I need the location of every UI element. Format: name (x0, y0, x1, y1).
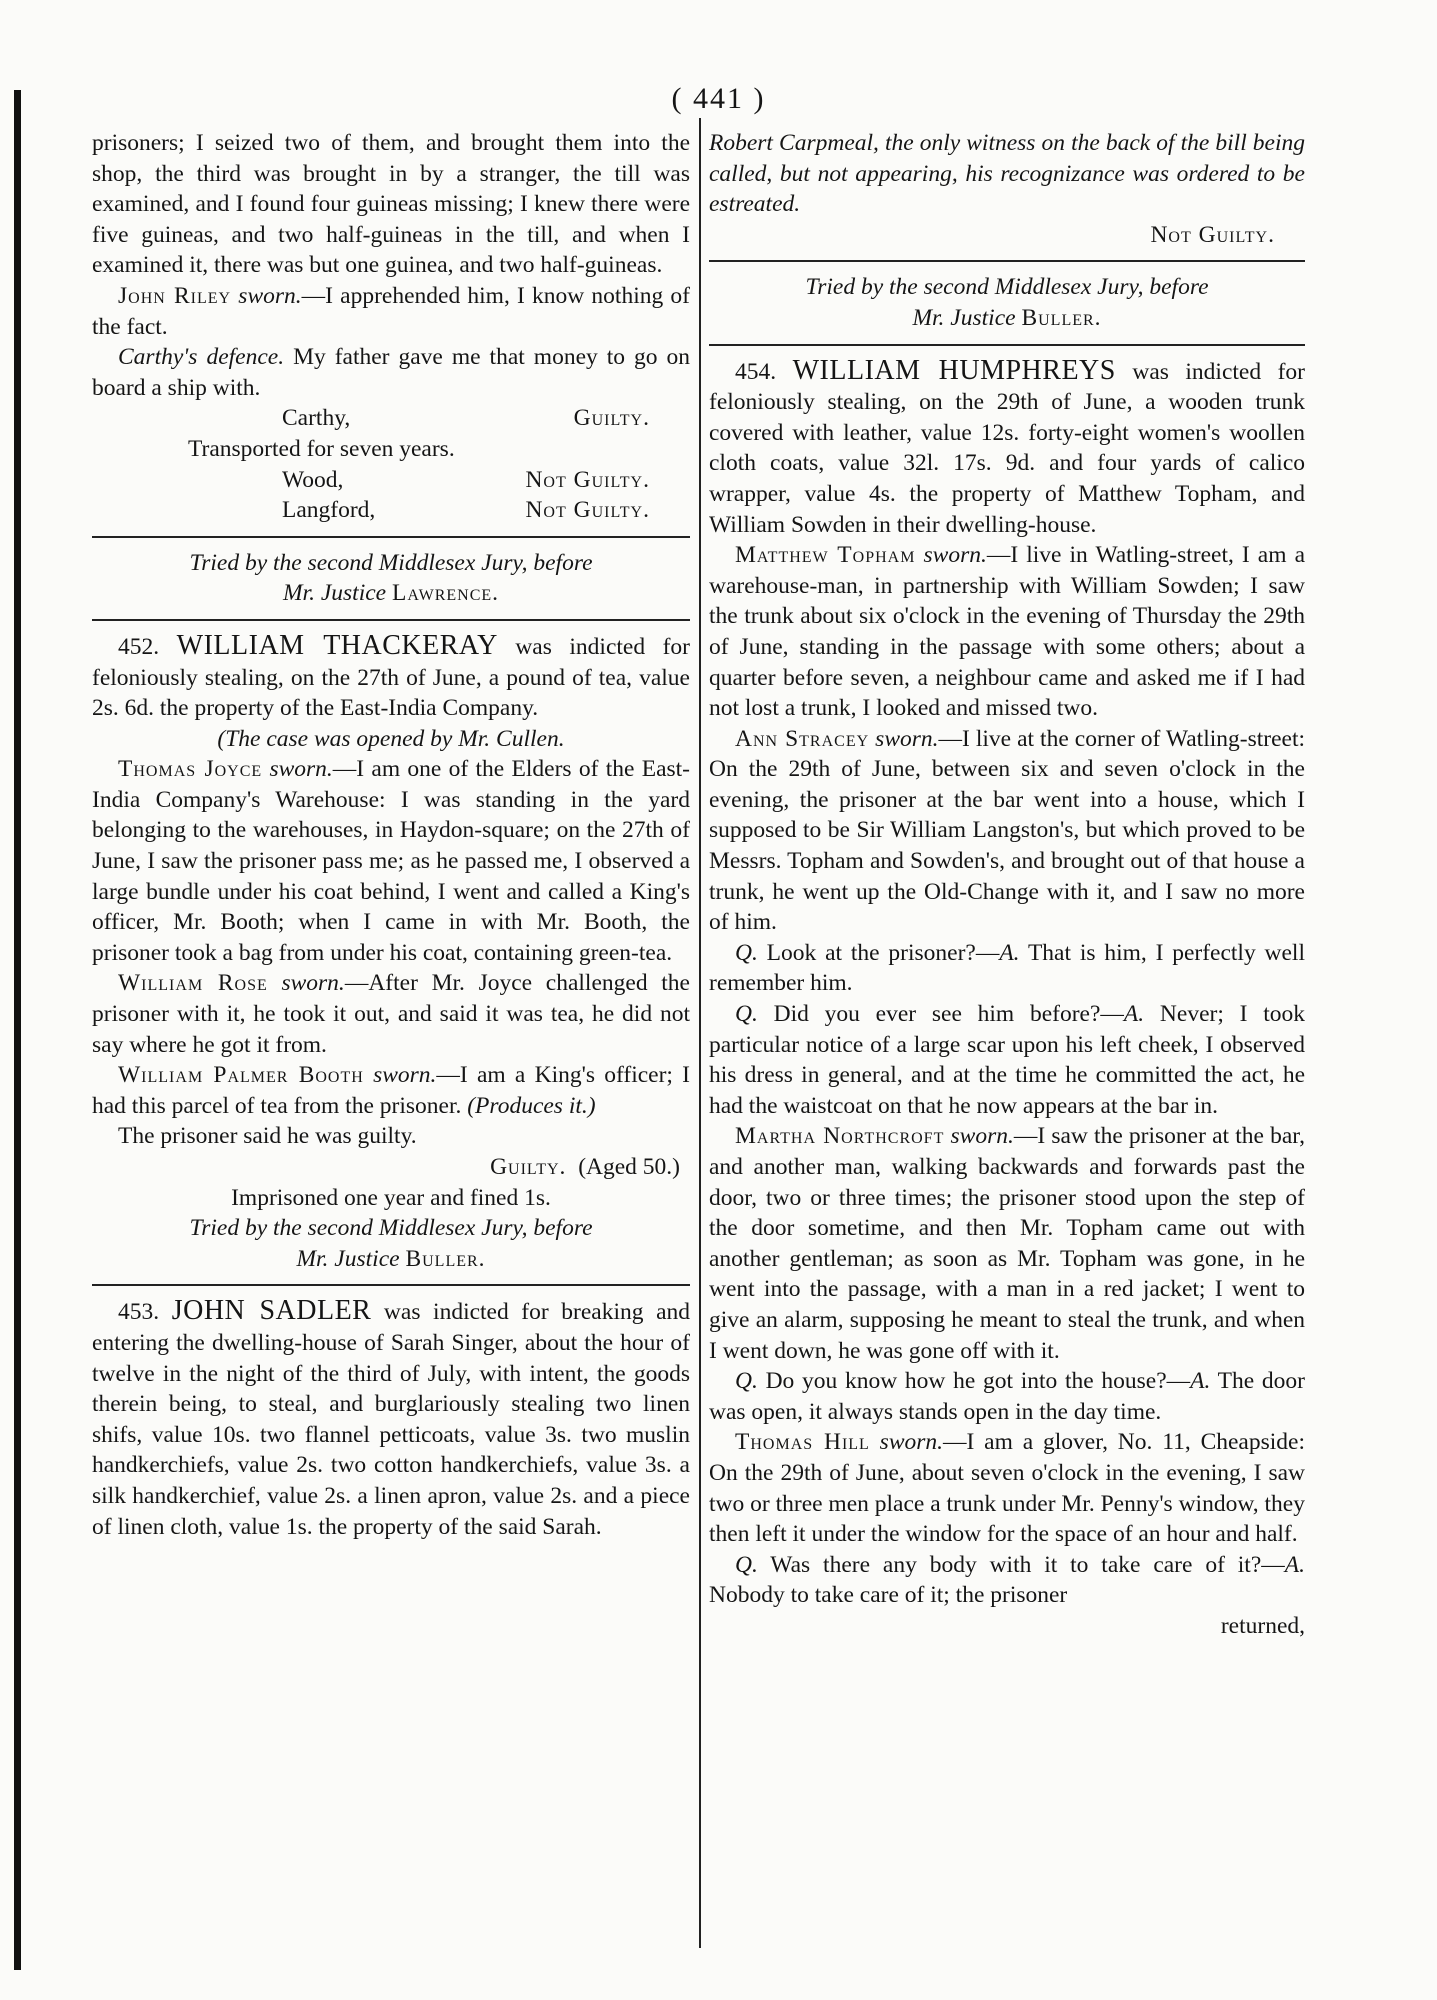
testimony-booth (92, 1060, 690, 1121)
testimony-text: —I live at the corner of Watling-street: On the 29th of June, between six and seven o'clock in the evening, the prisoner at the bar went into a house, which I supposed to be Sir William Langston's, but which proved to be Messrs. Topham and Sowden's, and brought out of that house a trunk, he went up the Old-Change with it, and I saw no more of him. (709, 725, 1305, 936)
sworn-label: sworn. (373, 1062, 437, 1089)
sworn-label: sworn. (923, 542, 987, 569)
tried-by: Tried by the second Middlesex Jury, before (189, 1215, 593, 1242)
question-answer (709, 938, 1305, 999)
sworn-label: sworn. (950, 1123, 1014, 1150)
judge-name: Lawrence. (391, 580, 500, 607)
witness-name: Thomas Joyce (118, 756, 263, 783)
answer-text: Never; I took particular notice of a large scar upon his left cheek, I observed his dress in general, and at the time he committed the act, he had the waistcoat on that he now appears at the bar in. (709, 1001, 1305, 1119)
witness-name: Thomas Hill (735, 1429, 870, 1456)
sworn-label: sworn. (879, 1429, 944, 1456)
binding-edge (14, 90, 21, 1970)
case-453 (92, 1296, 690, 1542)
defendant-heading: JOHN SADLER (171, 1295, 372, 1327)
case-number: 452. (118, 633, 177, 660)
testimony-text: —After Mr. Joyce challenged the prisoner with it, he took it out, and said it was tea, he did not say where he got it from. (92, 970, 690, 1058)
case-number: 454. (735, 358, 793, 385)
defendant-name: Carthy, (282, 405, 351, 432)
age-note: (Aged 50.) (578, 1154, 680, 1180)
witness-name: William Palmer Booth (118, 1062, 364, 1089)
testimony-text: —I apprehended him, I know nothing of the fact. (92, 282, 690, 340)
question-marker: Q. (735, 1551, 758, 1578)
indictment-text: was indicted for feloniously stealing, on the 27th of June, a pound of tea, value 2s. 6d. the property of the East-India Company. (92, 633, 690, 722)
verdict: Guilty. (490, 1154, 567, 1180)
sworn-label: sworn. (238, 282, 302, 309)
tried-by-judge (92, 1244, 690, 1275)
right-column (709, 128, 1305, 1642)
testimony-stracey (709, 724, 1305, 938)
witness-name: Matthew Topham (735, 542, 916, 569)
witness-name: Martha Northcroft (735, 1123, 945, 1150)
testimony-text: —I am a glover, No. 11, Cheapside: On the 29th of June, about seven o'clock in the evening, I saw two or three men place a trunk under Mr. Penny's window, they then left it under the window for the space of an hour and half. (709, 1429, 1305, 1548)
judge-title: Mr. Justice (296, 1245, 406, 1272)
question-marker: Q. (735, 939, 758, 966)
answer-text: Nobody to take care of it; the prisoner (709, 1582, 1068, 1609)
catchword: returned, (1220, 1612, 1305, 1639)
case-opened-note: (The case was opened by Mr. Cullen. (217, 725, 565, 752)
sworn-label: sworn. (875, 725, 939, 752)
section-rule (92, 619, 690, 621)
answer-text: The door was open, it always stands open in the day time. (709, 1368, 1305, 1425)
tried-by: Tried by the second Middlesex Jury, before (805, 274, 1209, 301)
verdict-row (92, 403, 690, 434)
witness-name: John Riley (118, 282, 232, 309)
tried-by-judge (92, 578, 690, 609)
testimony-rose (92, 968, 690, 1060)
indictment-text: was indicted for breaking and entering the dwelling-house of Sarah Singer, about the hour of twelve in the night of the third of July, with intent, the goods therein being, to steal, and burglariously stealing two linen shifs, value 10s. two flannel petticoats, value 3s. two muslin handkerchiefs, value 2s. two cotton handkerchiefs, value 3s. a silk handkerchief, value 2s. a linen apron, value 2s. and a piece of linen cloth, value 1s. the property of the said Sarah. (92, 1299, 690, 1540)
question-marker: Q. (735, 1368, 758, 1395)
verdict: Not Guilty. (1150, 221, 1275, 248)
answer-text: That is him, I perfectly well remember him. (709, 939, 1305, 997)
guilty-statement: The prisoner said he was guilty. (118, 1123, 417, 1150)
question-answer (709, 999, 1305, 1121)
judge-title: Mr. Justice (282, 580, 392, 607)
answer-marker: A. (1190, 1368, 1211, 1395)
verdict: Not Guilty. (525, 466, 650, 493)
left-column (92, 128, 690, 1542)
case-452 (92, 631, 690, 724)
column-divider (699, 118, 701, 1948)
section-rule (709, 344, 1305, 346)
question-text: Was there any body with it to take care of it?— (757, 1551, 1285, 1578)
tried-by-judge (709, 303, 1305, 334)
verdict: Not Guilty. (525, 497, 650, 524)
indictment-text: was indicted for feloniously stealing, on the 29th of June, a wooden trunk covered with leather, value 12s. forty-eight women's woollen cloth coats, value 32l. 17s. 9d. and four yards of calico wrapper, value 4s. the property of Matthew Topham, and William Sowden in their dwelling-house. (709, 358, 1305, 538)
judge-name: Buller. (405, 1245, 486, 1272)
question-answer (709, 1366, 1305, 1427)
verdict-row (92, 465, 690, 496)
testimony-riley (92, 281, 690, 342)
defendant-name: Langford, (282, 497, 376, 524)
question-answer (709, 1550, 1305, 1611)
answer-marker: A. (999, 939, 1020, 966)
section-rule (709, 260, 1305, 262)
testimony-text: —I am one of the Elders of the East-India Company's Warehouse: I was standing in the yard belonging to the warehouses, in Haydon-square; on the 27th of June, I saw the prisoner pass me; as he passed me, I observed a large bundle under his coat behind, I went and called a King's officer, Mr. Booth; when I came in with Mr. Booth, the prisoner took a bag from under his coat, containing green-tea. (92, 756, 690, 966)
verdict: Guilty. (573, 405, 650, 432)
question-text: Do you know how he got into the house?— (757, 1368, 1191, 1395)
testimony-joyce (92, 754, 690, 968)
answer-marker: A. (1284, 1551, 1305, 1578)
defendant-heading: WILLIAM THACKERAY (176, 629, 498, 661)
case-454 (709, 356, 1305, 541)
testimony-text: —I live in Watling-street, I am a warehouse-man, in partnership with William Sowden; I saw the trunk about six o'clock in the evening of Thursday the 29th of June, standing in the passage with some others; about a quarter before seven, a neighbour came and asked me if I had not lost a trunk, I looked and missed two. (709, 542, 1305, 722)
testimony-hill (709, 1427, 1305, 1549)
section-rule (92, 536, 690, 538)
judge-name: Buller. (1021, 304, 1102, 331)
question-text: Look at the prisoner?— (757, 939, 1000, 966)
defence-label: Carthy's defence. (118, 344, 285, 371)
page-number: ( 441 ) (671, 82, 766, 115)
recognizance-note: Robert Carpmeal, the only witness on the back of the bill being called, but not appearing, his recognizance was ordered to be estreated. (709, 130, 1305, 218)
sworn-label: sworn. (281, 970, 345, 997)
testimony-text: —I am a King's officer; I had this parcel of tea from the prisoner. (92, 1062, 690, 1119)
sentence: Transported for seven years. (188, 435, 455, 462)
defence-text: My father gave me that money to go on board a ship with. (92, 344, 691, 401)
question-marker: Q. (735, 1001, 758, 1028)
judge-title: Mr. Justice (912, 304, 1022, 331)
defendant-heading: WILLIAM HUMPHREYS (792, 354, 1116, 386)
produces-note: (Produces it.) (461, 1092, 596, 1119)
witness-name: Ann Stracey (735, 725, 870, 752)
tried-by: Tried by the second Middlesex Jury, before (189, 549, 593, 576)
paragraph: prisoners; I seized two of them, and brought them into the shop, the third was brought in by a stranger, the till was examined, and I found four guineas missing; I knew there were five guineas, and two half-guineas in the till, and when I examined it, there was but one guinea, and two half-guineas. (92, 130, 690, 279)
defence (92, 342, 690, 403)
question-text: Did you ever see him before?— (757, 1001, 1124, 1028)
testimony-text: —I saw the prisoner at the bar, and another man, walking backwards and forwards past the door, two or three times; the prisoner stood upon the step of the door sometime, and then Mr. Topham came out with another gentleman; as soon as Mr. Topham was gone, in he went into the passage, with a man in a red jacket; I went to give an alarm, supposing he meant to steal the trunk, and when I went down, he was gone off with it. (709, 1123, 1306, 1364)
verdict-452 (92, 1152, 690, 1183)
answer-marker: A. (1123, 1001, 1145, 1028)
case-number: 453. (118, 1299, 172, 1326)
testimony-northcroft (709, 1121, 1305, 1366)
verdict-row (92, 495, 690, 526)
witness-name: William Rose (118, 970, 268, 997)
section-rule (92, 1284, 690, 1286)
sentence: Imprisoned one year and fined 1s. (231, 1184, 551, 1211)
defendant-name: Wood, (282, 466, 344, 493)
sworn-label: sworn. (269, 756, 333, 783)
testimony-topham (709, 540, 1305, 724)
